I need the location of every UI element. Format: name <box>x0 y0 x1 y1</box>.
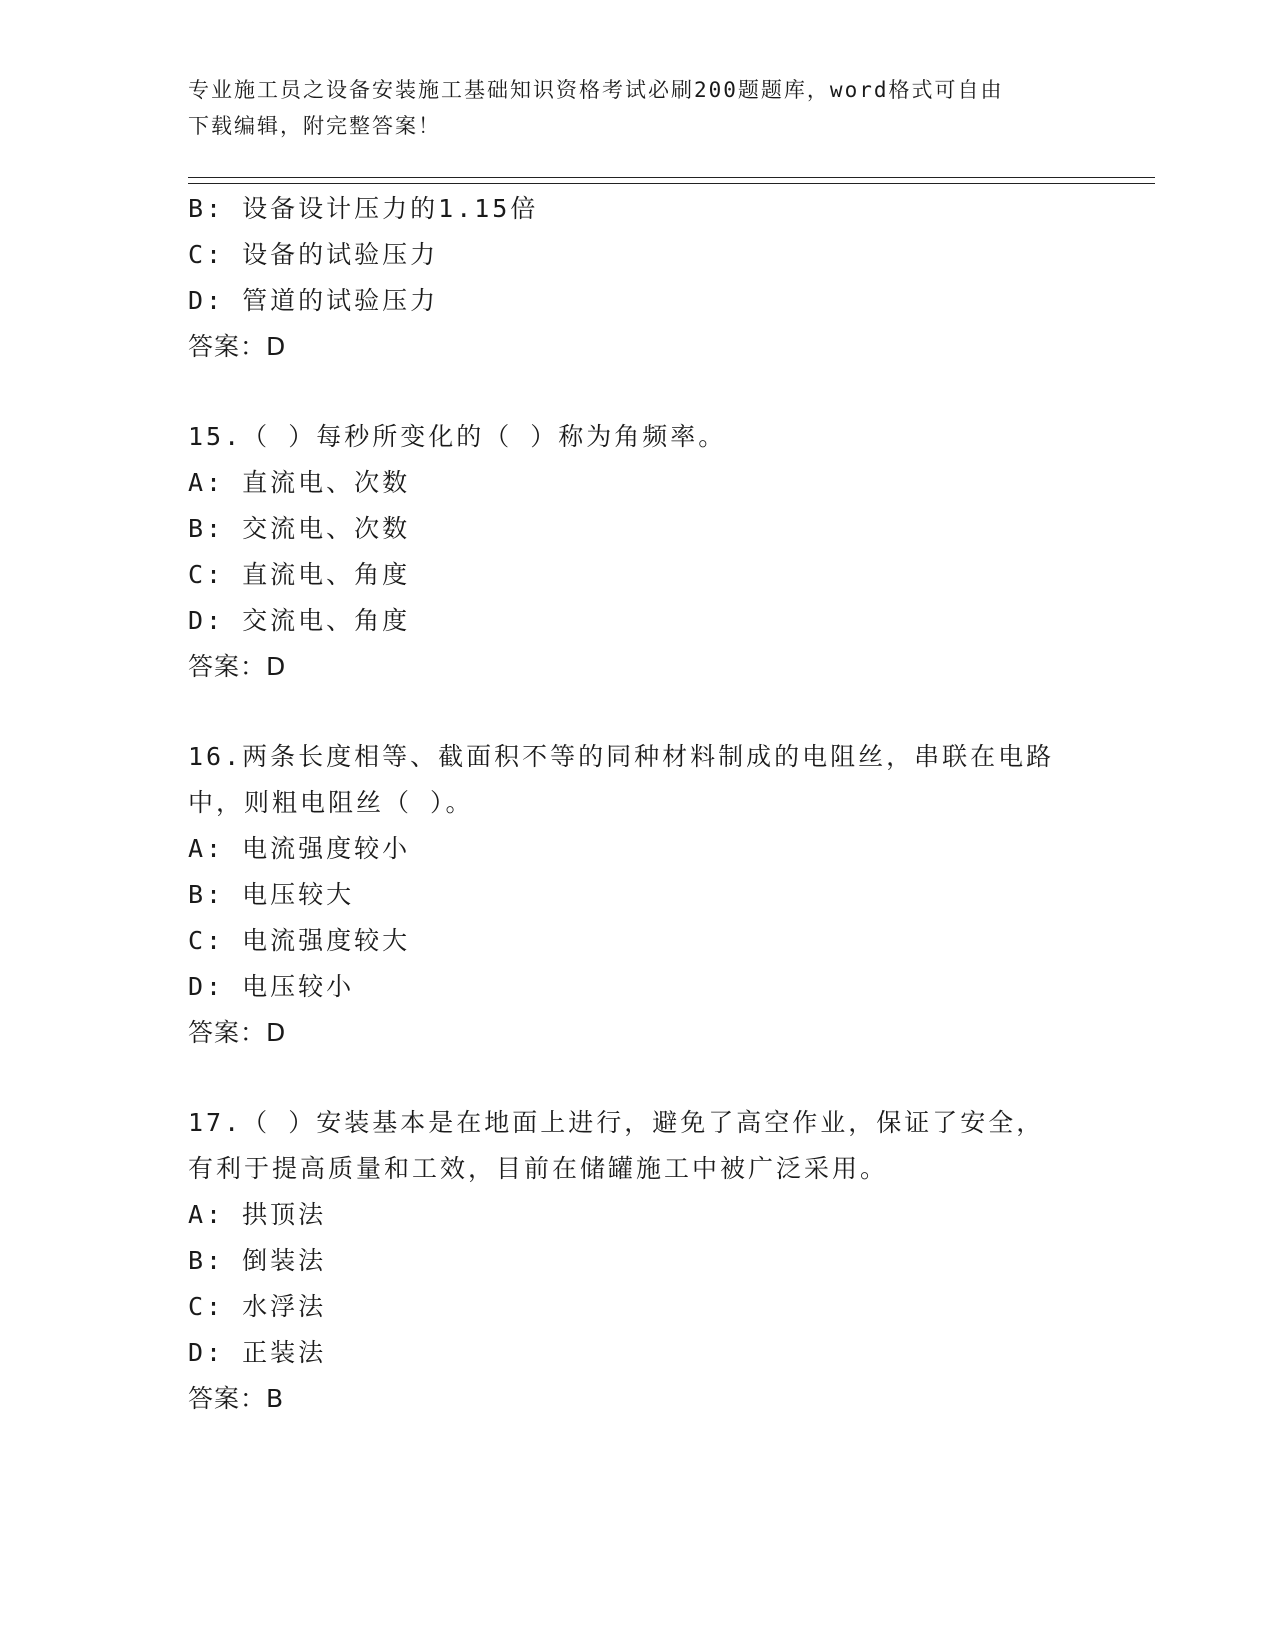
option-c: C: 电流强度较大 <box>188 926 411 955</box>
spacer <box>188 690 1088 734</box>
answer: 答案：B <box>188 1384 285 1413</box>
question-14 <box>188 186 1088 370</box>
answer: 答案：D <box>188 1018 287 1047</box>
answer: 答案：D <box>188 332 287 361</box>
option-b: B: 交流电、次数 <box>188 514 411 543</box>
option-c: C: 设备的试验压力 <box>188 240 439 269</box>
option-b: B: 电压较大 <box>188 880 355 909</box>
question-15 <box>188 414 1088 690</box>
option-a: A: 拱顶法 <box>188 1200 327 1229</box>
question-list <box>188 186 1088 1422</box>
option-c: C: 直流电、角度 <box>188 560 411 589</box>
page-header <box>188 72 1068 144</box>
option-c: C: 水浮法 <box>188 1292 327 1321</box>
option-a: A: 直流电、次数 <box>188 468 411 497</box>
spacer <box>188 1056 1088 1100</box>
question-stem-line-1: 16.两条长度相等、截面积不等的同种材料制成的电阻丝，串联在电路 <box>188 742 1055 771</box>
header-double-rule <box>188 177 1155 184</box>
question-stem-line-2: 有利于提高质量和工效，目前在储罐施工中被广泛采用。 <box>188 1154 889 1183</box>
option-b: B: 设备设计压力的1.15倍 <box>188 194 539 223</box>
question-stem-line-1: 17.（ ）安装基本是在地面上进行，避免了高空作业，保证了安全， <box>188 1108 1045 1137</box>
option-b: B: 倒装法 <box>188 1246 327 1275</box>
question-stem: 15.（ ）每秒所变化的（ ）称为角频率。 <box>188 422 727 451</box>
answer: 答案：D <box>188 652 287 681</box>
option-d: D: 交流电、角度 <box>188 606 411 635</box>
question-16 <box>188 734 1088 1056</box>
option-d: D: 管道的试验压力 <box>188 286 439 315</box>
question-17 <box>188 1100 1088 1422</box>
option-a: A: 电流强度较小 <box>188 834 411 863</box>
spacer <box>188 370 1088 414</box>
header-title-line-1: 专业施工员之设备安装施工基础知识资格考试必刷200题题库，word格式可自由 <box>188 78 1004 102</box>
option-d: D: 电压较小 <box>188 972 355 1001</box>
question-stem-line-2: 中，则粗电阻丝（ ）。 <box>188 788 474 817</box>
option-d: D: 正装法 <box>188 1338 327 1367</box>
header-title-line-2: 下载编辑，附完整答案！ <box>188 114 441 138</box>
